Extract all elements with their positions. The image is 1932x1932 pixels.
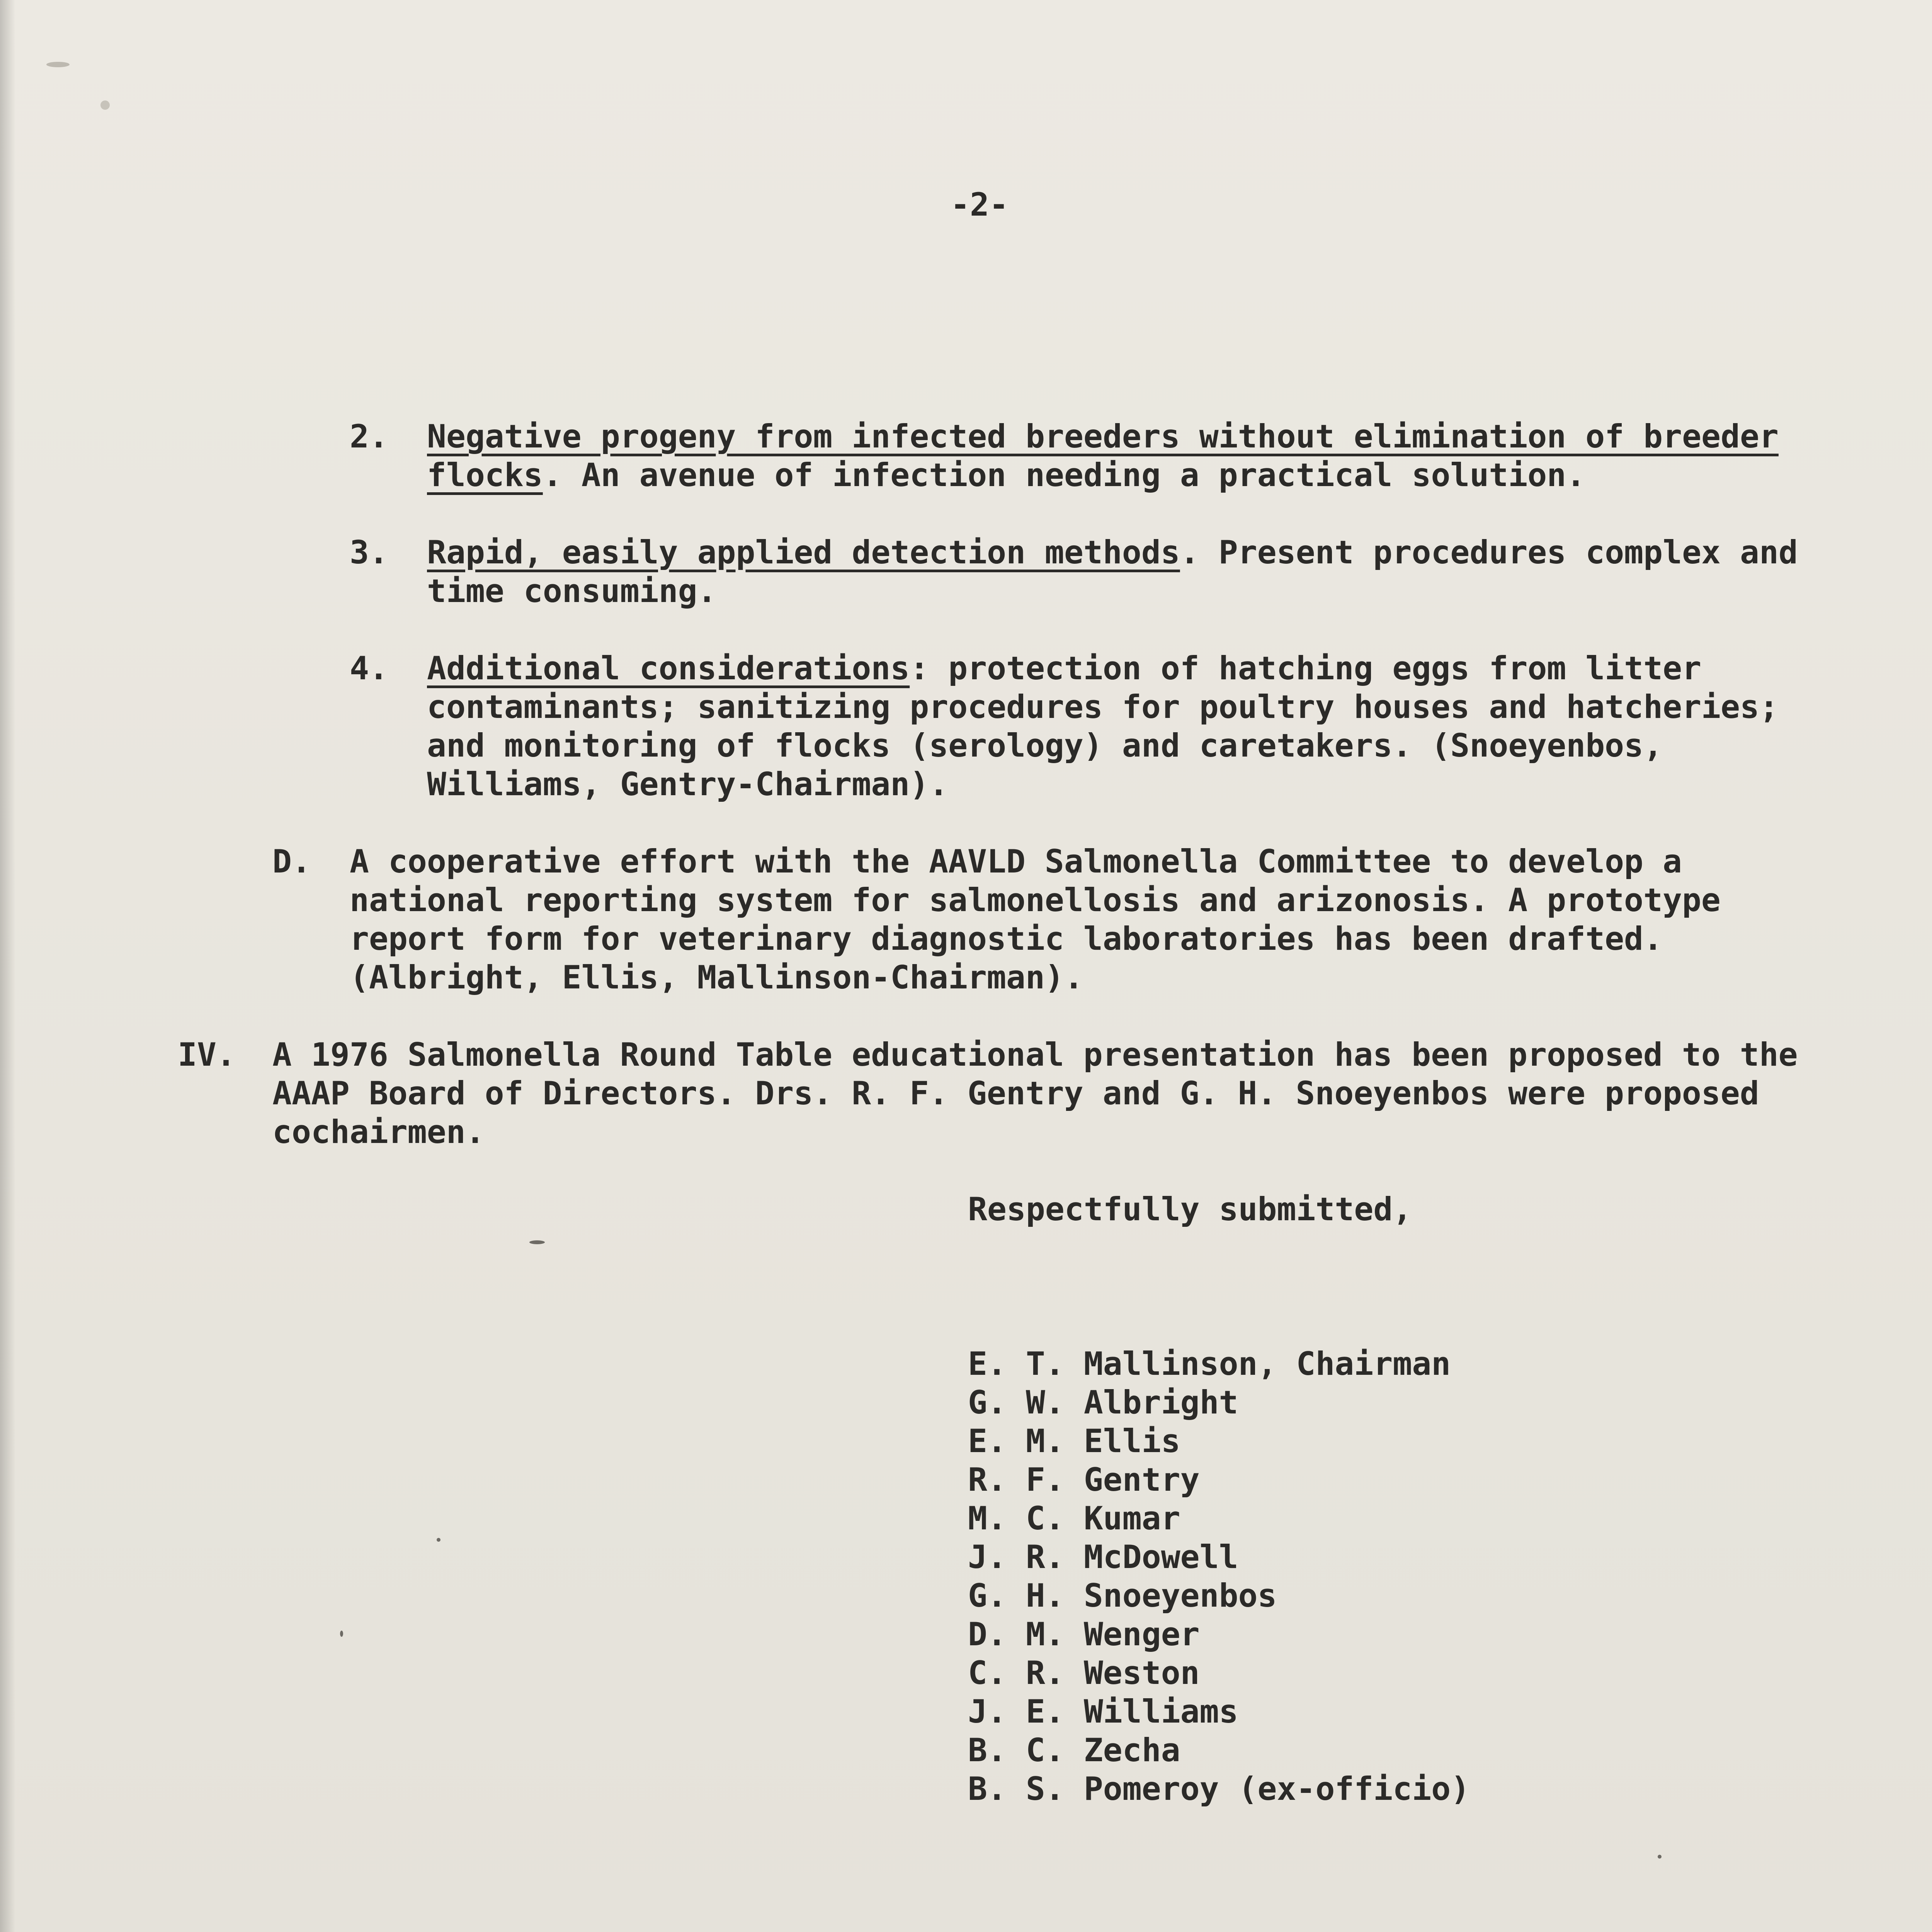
item-3-rest-a: . Present procedures complex and [1180, 534, 1798, 571]
signatory: G. H. Snoeyenbos [968, 1577, 1277, 1614]
item-3-heading: Rapid, easily applied detection methods [427, 534, 1180, 571]
ink-speck [529, 1240, 545, 1244]
item-2-number: 2. [350, 418, 388, 455]
ink-speck [437, 1538, 440, 1542]
signatory: C. R. Weston [968, 1654, 1200, 1692]
section-iv-line-2: AAAP Board of Directors. Drs. R. F. Gentry and G. H. Snoeyenbos were proposed [272, 1075, 1759, 1112]
signatory: G. W. Albright [968, 1384, 1238, 1421]
ink-speck [1658, 1855, 1662, 1859]
signatory: B. C. Zecha [968, 1731, 1180, 1769]
item-4-number: 4. [350, 650, 388, 687]
page-number: -2- [951, 186, 1009, 223]
section-d-line-4: (Albright, Ellis, Mallinson-Chairman). [350, 959, 1083, 996]
item-4-line-3: and monitoring of flocks (serology) and caretakers. (Snoeyenbos, [427, 727, 1663, 764]
signatory: E. M. Ellis [968, 1422, 1180, 1460]
item-2-line-2 [427, 456, 1585, 495]
item-2-heading-b: flocks [427, 456, 543, 494]
signatory: J. R. McDowell [968, 1538, 1238, 1576]
signatory: D. M. Wenger [968, 1616, 1200, 1653]
item-2-rest: . An avenue of infection needing a practical solution. [543, 456, 1586, 494]
page-edge-shadow [0, 0, 15, 1932]
section-iv-line-1: A 1976 Salmonella Round Table educational presentation has been proposed to the [272, 1036, 1798, 1073]
item-4-heading: Additional considerations [427, 650, 910, 687]
signatory: M. C. Kumar [968, 1500, 1180, 1537]
section-iv-label: IV. [178, 1036, 236, 1073]
closing-text: Respectfully submitted, [968, 1190, 1412, 1228]
section-d-line-3: report form for veterinary diagnostic laboratories has been drafted. [350, 920, 1663, 957]
ink-speck [340, 1631, 343, 1637]
paper-mark [46, 62, 70, 67]
item-2-line-1 [427, 417, 1779, 456]
signatory: E. T. Mallinson, Chairman [968, 1345, 1451, 1383]
item-4-line-4: Williams, Gentry-Chairman). [427, 765, 949, 803]
item-4-rest-a: : protection of hatching eggs from litter [910, 650, 1702, 687]
section-d-label: D. [272, 843, 311, 880]
item-3-line-2: time consuming. [427, 572, 717, 610]
section-iv-line-3: cochairmen. [272, 1113, 485, 1151]
section-d-line-1: A cooperative effort with the AAVLD Salmonella Committee to develop a [350, 843, 1682, 880]
item-2-heading-a: Negative progeny from infected breeders without elimination of breeder [427, 418, 1779, 455]
item-3-number: 3. [350, 534, 388, 571]
paper-mark [100, 100, 110, 110]
item-3-line-1 [427, 533, 1798, 572]
item-4-line-2: contaminants; sanitizing procedures for poultry houses and hatcheries; [427, 688, 1779, 726]
section-d-line-2: national reporting system for salmonellosis and arizonosis. A prototype [350, 881, 1721, 919]
item-4-line-1 [427, 649, 1701, 688]
signatory: J. E. Williams [968, 1693, 1238, 1730]
signatory: B. S. Pomeroy (ex-officio) [968, 1770, 1470, 1808]
signatory: R. F. Gentry [968, 1461, 1200, 1498]
